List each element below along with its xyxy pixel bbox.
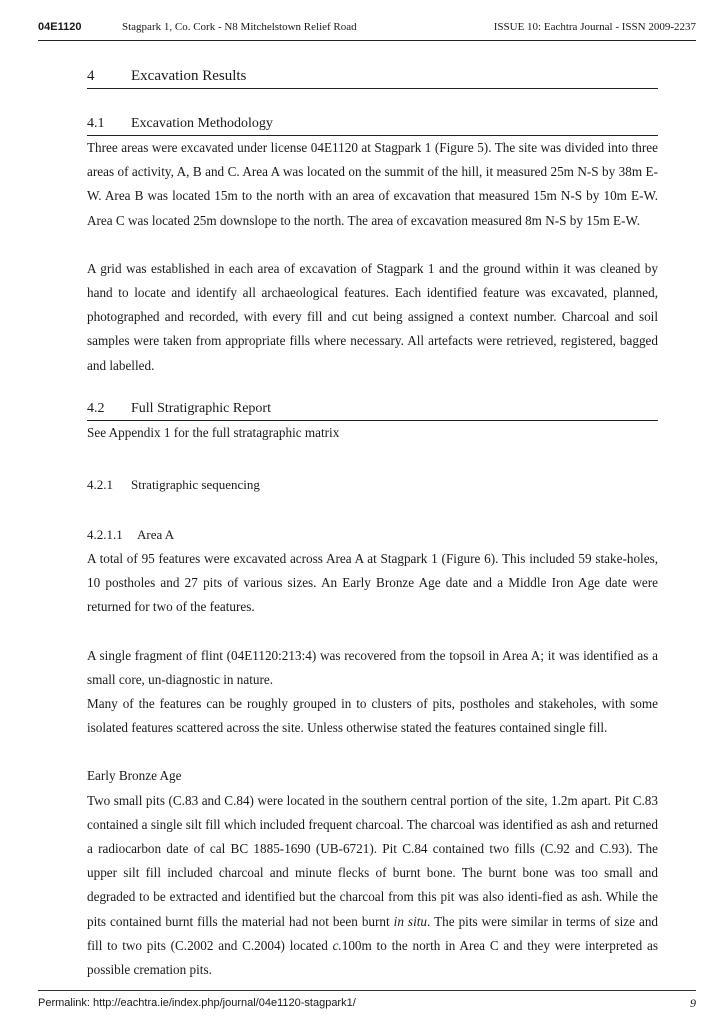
heading-title: Stratigraphic sequencing (131, 477, 260, 493)
subsection-title: Excavation Methodology (131, 116, 273, 131)
running-header (38, 18, 696, 41)
paragraph: Three areas were excavated under license 04E1120 at Stagpark 1 (Figure 5). The site was divided into three areas of activity, A, B and C. Area A was located on the summit of the hill, it measured 25m N-S by 38m E-W. Area B was located 15m to the north with an area of excavation that measured 15m N-S by 10m E-W. Area C was located 25m downslope to the north. The area of excavation measured 8m N-S by 15m E-W. (87, 140, 658, 228)
period-subheading: Early Bronze Age (87, 768, 182, 784)
subsection-heading-methodology (87, 115, 658, 136)
issue-info: ISSUE 10: Eachtra Journal - ISSN 2009-2237 (493, 21, 696, 33)
paragraph: Many of the features can be roughly grouped in to clusters of pits, postholes and stakeholes, with some isolated features scattered across the site. Unless otherwise stated the features contained single fill. (87, 696, 658, 736)
site-title: Stagpark 1, Co. Cork - N8 Mitchelstown Relief Road (122, 21, 357, 33)
paragraph: A single fragment of flint (04E1120:213:4) was recovered from the topsoil in Area A; it was identified as a small core, un-diagnostic in nature. (87, 647, 658, 687)
subsection-heading-stratigraphic (87, 400, 658, 421)
section-heading (87, 66, 658, 89)
heading-title: Area A (137, 527, 175, 543)
heading-number: 4.2.1.1 (87, 527, 123, 543)
text-run: . The pits were similar in terms of size and fill to two pits (C.2002 and C.2004) located (87, 913, 659, 953)
italic-text: in situ (393, 913, 427, 929)
license-number: 04E1120 (38, 21, 82, 33)
paragraph: A total of 95 features were excavated across Area A at Stagpark 1 (Figure 6). This included 59 stake-holes, 10 postholes and 27 pits of various sizes. An Early Bronze Age date and a Middle Iron Age date were returned for two of the features. (87, 551, 658, 615)
subsection-number: 4.1 (87, 116, 105, 131)
section-number: 4 (87, 68, 95, 84)
main-content (87, 60, 658, 982)
page-footer (38, 990, 696, 1018)
text-run: Two small pits (C.83 and C.84) were located in the southern central portion of the site, 1.2m apart. Pit C.83 contained a single silt fill which included frequent charcoal. The charcoal was identified as ash and returned a radiocarbon date of cal BC 1885-1690 (UB-6721). Pit C.84 contained two fills (C.92 and C.93). The upper silt fill included charcoal and minute flecks of burnt bone. The burnt bone was too small and degraded to be extracted and identified but the charcoal from this pit was also identi-fied as ash. While the pits contained burnt fills the material had not been burnt (87, 792, 658, 929)
permalink[interactable]: Permalink: http://eachtra.ie/index.php/journal/04e1120-stagpark1/ (38, 997, 356, 1009)
subsection-number: 4.2 (87, 400, 105, 416)
italic-text: c. (332, 937, 342, 953)
paragraph-early-bronze-age (87, 789, 658, 983)
section-title: Excavation Results (131, 68, 247, 84)
sub-subsection-heading (87, 473, 658, 497)
paragraph: See Appendix 1 for the full stratagraphic matrix (87, 424, 340, 440)
paragraph: A grid was established in each area of excavation of Stagpark 1 and the ground within it was cleaned by hand to locate and identify all archaeological features. Each identified feature was excavated, planned, photographed and recorded, with every fill and cut being assigned a context number. Charcoal and soil samples were taken from appropriate fills where necessary. All artefacts were retrieved, registered, bagged and labelled. (87, 260, 658, 373)
text-run: 100m to the north in Area C and they were interpreted as possible cremation pits. (87, 937, 658, 978)
subsection-title: Full Stratigraphic Report (131, 400, 271, 416)
heading-number: 4.2.1 (87, 477, 113, 493)
page-number: 9 (690, 996, 696, 1010)
area-heading (87, 523, 658, 547)
